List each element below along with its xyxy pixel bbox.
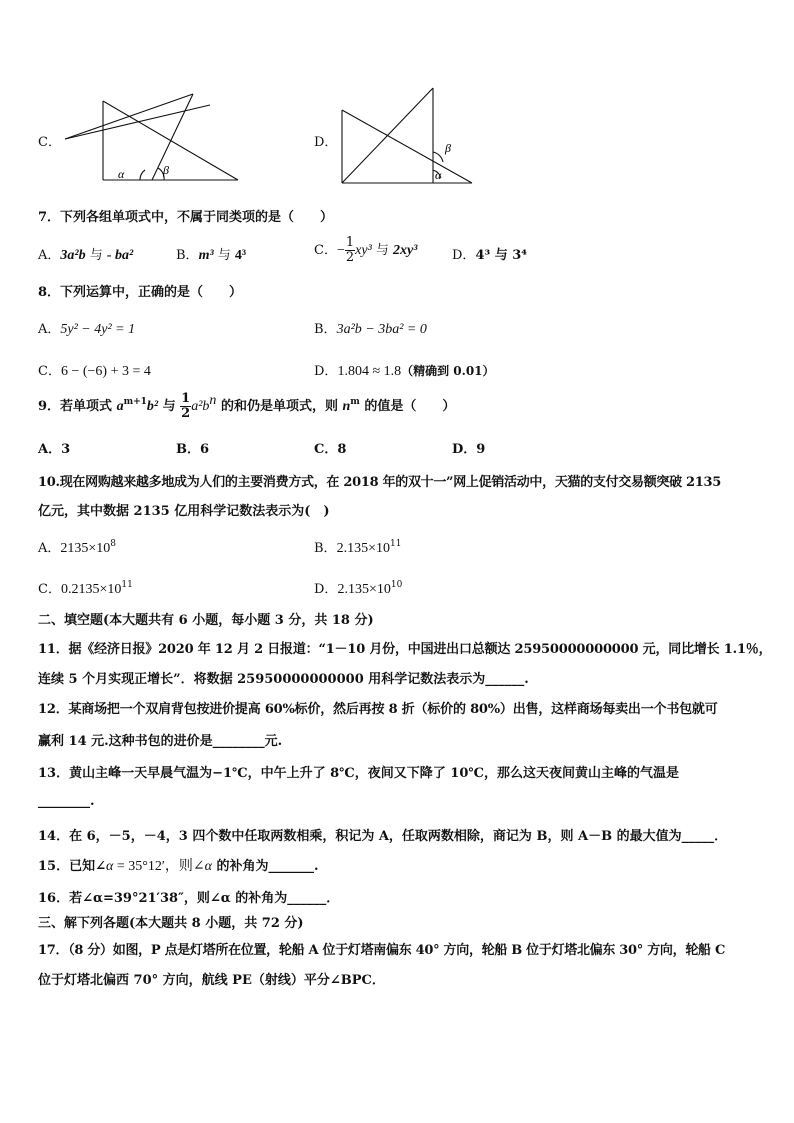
q17-line2: 位于灯塔北偏西 70° 方向，航线 PE（射线）平分∠BPC． — [38, 973, 385, 988]
q10-b-exp: 11 — [389, 539, 402, 549]
section-2-heading: 二、填空题(本大题共有 6 小题，每小题 3 分，共 18 分) — [38, 613, 374, 628]
q10-b-label: B． — [314, 541, 337, 556]
q10-c-exp: 11 — [121, 580, 133, 590]
figure-d-label: D． — [314, 135, 338, 150]
q15-mid: = 35°12′，则∠ — [113, 859, 205, 874]
q7-a-expr2: - ba² — [106, 248, 134, 263]
q8-d-note: （精确到 0.01） — [401, 364, 495, 378]
q9-d-value: 9 — [476, 442, 486, 457]
q10-a-exp: 8 — [110, 539, 117, 549]
q10-d-label: D． — [314, 582, 338, 597]
q9-term2: a²b — [191, 399, 210, 414]
q14: 14．在 6，－5，－4，3 四个数中任取两数相乘，积记为 A，任取两数相除，商记为 B，则 A－B 的最大值为_____． — [38, 829, 728, 844]
q8-option-d — [314, 360, 495, 380]
q7-c-expr2: 2xy³ — [393, 243, 418, 258]
q10-option-b — [314, 537, 401, 557]
q8-a-expr: 5y² − 4y² = 1 — [60, 322, 136, 337]
q9-num: 1 — [181, 391, 191, 406]
q10-d-base: 2.135×10 — [337, 582, 391, 597]
q9-a-value: 3 — [61, 442, 71, 457]
q8-c-label: C． — [38, 364, 61, 379]
q7-option-a — [38, 244, 133, 264]
q10-b-base: 2.135×10 — [336, 541, 390, 556]
q8-d-label: D． — [314, 364, 338, 379]
q11-line1: 11．据《经济日报》2020 年 12 月 2 日报道：“1－10 月份，中国进出口总额达 25950000000000 元，同比增长 1.1％， — [38, 642, 772, 657]
q9-option-b — [176, 438, 209, 457]
q7-d-label: D． — [452, 248, 476, 263]
q7-c-minus: − — [336, 243, 345, 258]
q9-term2-sup: n — [209, 393, 217, 408]
q8-option-c — [38, 360, 151, 380]
q9-nm: n — [342, 399, 351, 414]
alpha-label-d: α — [435, 168, 442, 182]
q10-line2: 亿元，其中数据 2135 亿用科学记数法表示为( ) — [38, 504, 330, 519]
q13-line2: ________. — [38, 794, 95, 809]
q8-d-expr: 1.804 ≈ 1.8 — [337, 364, 402, 379]
figure-c-label: C． — [38, 135, 61, 150]
q7-c-den: 2 — [345, 250, 355, 265]
q15-pre: 15．已知∠ — [38, 859, 106, 874]
q7-b-sep: 与 — [213, 248, 235, 263]
q9-c-value: 8 — [337, 442, 347, 457]
q9-stem — [38, 392, 455, 421]
q7-option-c — [314, 236, 417, 265]
q7-c-num: 1 — [345, 235, 355, 250]
q9-option-d — [452, 438, 485, 457]
q7-b-expr1: m³ — [198, 248, 214, 263]
q13-line1: 13．黄山主峰一天早晨气温为−1℃，中午上升了 8℃，夜间又下降了 10℃，那么这天夜间黄山主峰的气温是 — [38, 766, 679, 781]
q9-fraction — [180, 392, 191, 421]
q8-stem: 8．下列运算中，正确的是（ ） — [38, 285, 243, 300]
q7-option-b — [176, 244, 246, 264]
q9-term1: a — [116, 399, 124, 414]
q12-line2: 赢利 14 元.这种书包的进价是________元. — [38, 734, 283, 749]
q16: 16．若∠α=39°21′38″，则∠α 的补角为______． — [38, 891, 340, 906]
q9-c-label: C． — [314, 442, 338, 457]
q9-a-label: A． — [38, 442, 62, 457]
beta-label-c: β — [163, 163, 169, 177]
q15-post: 的补角为_______. — [212, 859, 319, 874]
figure-c-diagram — [60, 90, 245, 185]
q8-b-expr: 3a²b − 3ba² = 0 — [336, 322, 427, 337]
section-3-heading: 三、解下列各题(本大题共 8 小题，共 72 分) — [38, 916, 304, 931]
q9-stem-end: 的值是（ ） — [359, 399, 456, 414]
q7-a-label: A． — [38, 248, 61, 263]
q7-stem: 7．下列各组单项式中，不属于同类项的是（ ） — [38, 210, 334, 225]
q8-b-label: B． — [314, 322, 337, 337]
q10-option-d — [314, 578, 402, 598]
q9-den: 2 — [181, 406, 191, 421]
q7-d-text: 4³ 与 3⁴ — [475, 248, 527, 263]
q10-a-label: A． — [38, 541, 61, 556]
q10-c-label: C． — [38, 582, 61, 597]
q7-c-expr1: xy³ — [355, 243, 372, 258]
q9-stem-post: 的和仍是单项式，则 — [216, 399, 343, 414]
q11-line2: 连续 5 个月实现正增长”．将数据 25950000000000 用科学记数法表示为______. — [38, 672, 529, 687]
figure-d-diagram — [336, 82, 476, 188]
q7-b-label: B． — [176, 248, 199, 263]
q10-d-exp: 10 — [390, 580, 403, 590]
q15-alpha: α — [105, 859, 114, 874]
q8-a-label: A． — [38, 322, 61, 337]
q15 — [38, 855, 319, 875]
q7-b-expr2: 4³ — [234, 248, 247, 263]
beta-label-d: β — [445, 141, 451, 155]
q9-b-value: 6 — [200, 442, 210, 457]
q7-option-d — [452, 244, 527, 263]
q8-option-b — [314, 318, 427, 338]
q9-term1-b: b² — [146, 399, 159, 414]
q7-a-sep: 与 — [85, 248, 107, 263]
q10-option-a — [38, 537, 116, 557]
q9-nm-sup: m — [350, 397, 360, 407]
q8-option-a — [38, 318, 135, 338]
q7-c-label: C． — [314, 243, 337, 258]
q17-line1: 17．（8 分）如图，P 点是灯塔所在位置，轮船 A 位于灯塔南偏东 40° 方向，轮船 B 位于灯塔北偏东 30° 方向，轮船 C — [38, 943, 726, 958]
q9-mid: 与 — [158, 399, 181, 414]
q10-option-c — [38, 578, 133, 598]
q7-c-fraction — [345, 236, 355, 265]
q15-alpha2: α — [204, 859, 212, 874]
q10-a-base: 2135×10 — [60, 541, 111, 556]
q7-a-expr1: 3a²b — [60, 248, 86, 263]
q8-c-expr: 6 − (−6) + 3 = 4 — [60, 364, 151, 379]
q9-stem-pre: 9．若单项式 — [38, 399, 117, 414]
q9-option-a — [38, 438, 70, 457]
q9-d-label: D． — [452, 442, 477, 457]
q9-term1-sup: m+1 — [123, 397, 147, 407]
q9-option-c — [314, 438, 346, 457]
q10-line1: 10.现在网购越来越多地成为人们的主要消费方式，在 2018 年的双十一”网上促销活动中，天猫的支付交易额突破 2135 — [38, 475, 722, 490]
q10-c-base: 0.2135×10 — [60, 582, 122, 597]
q9-b-label: B． — [176, 442, 200, 457]
q12-line1: 12．某商场把一个双肩背包按进价提高 60%标价，然后再按 8 折（标价的 80%）出售，这样商场每卖出一个书包就可 — [38, 702, 718, 717]
alpha-label-c: α — [118, 167, 125, 181]
q7-c-sep: 与 — [371, 243, 394, 258]
